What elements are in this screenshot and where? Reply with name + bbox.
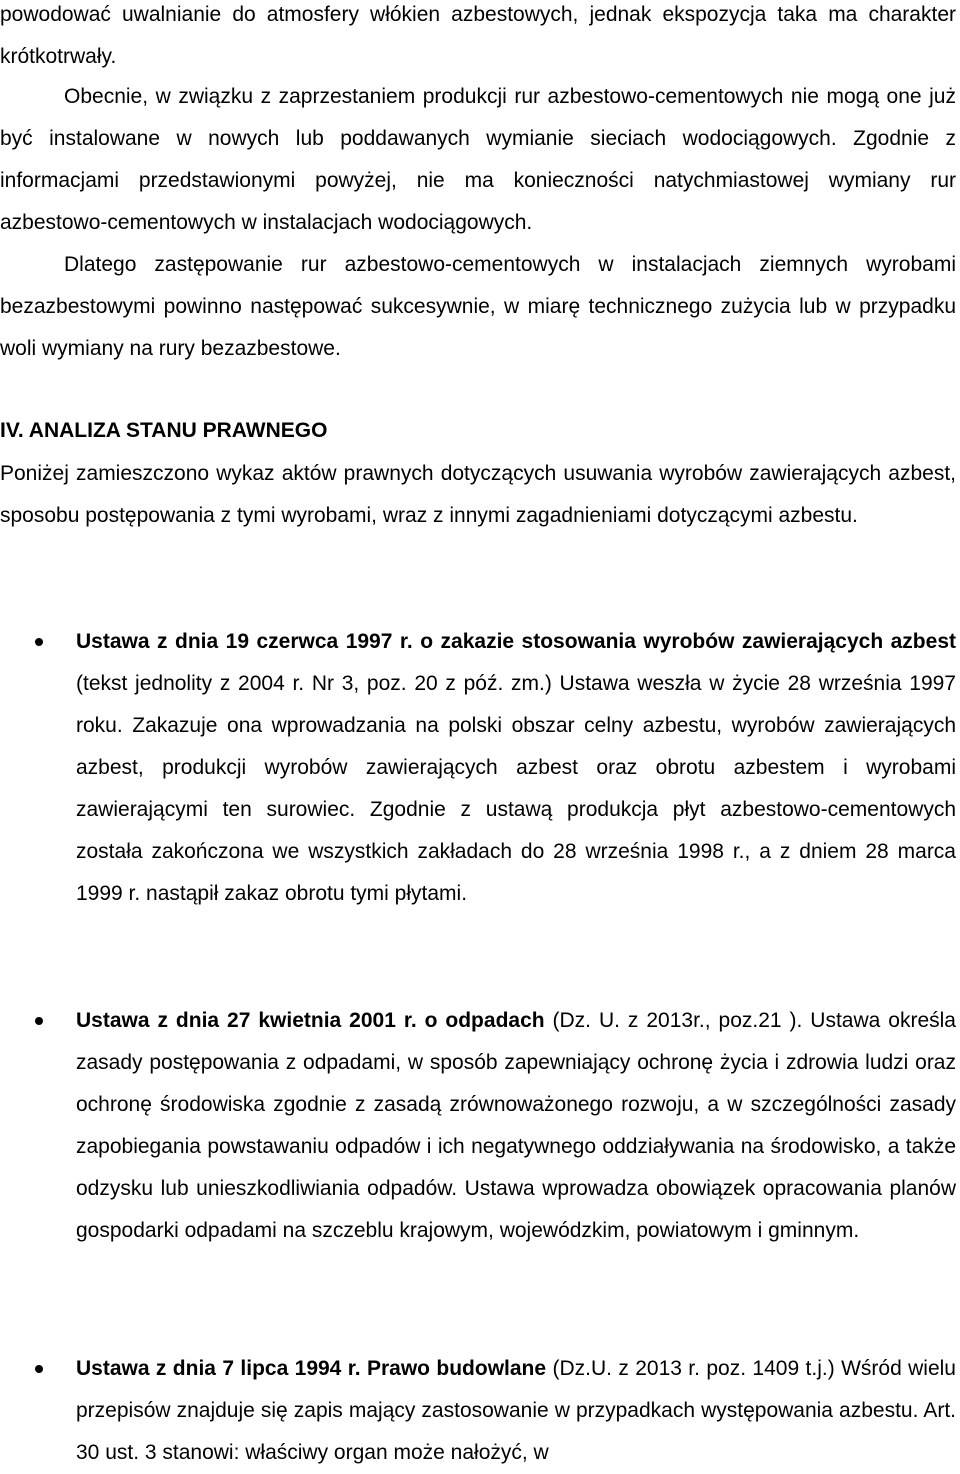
law-description: (tekst jednolity z 2004 r. Nr 3, poz. 20 z póź. zm.) Ustawa weszła w życie 28 września 1997 roku. Zakazuje ona wprowadzania na polski obszar celny azbestu, wyrobów zawierających azbest, produkcji wyrobów zawierających azbest oraz obrotu azbestem i wyrobami zawierającymi ten surowiec. Zgodnie z ustawą produkcja płyt azbestowo-cementowych została zakończona we wszystkich zakładach do 28 września 1998 r., a z dniem 28 marca 1999 r. nastąpił zakaz obrotu tymi płytami.: [76, 672, 956, 905]
law-description: (Dz. U. z 2013r., poz.21 ). Ustawa określa zasady postępowania z odpadami, w sposób zapewniający ochronę życia i zdrowia ludzi oraz ochronę środowiska zgodnie z zasadą zrównoważonego rozwoju, a w szczególności zasady zapobiegania powstawaniu odpadów i ich negatywnego oddziaływania na środowisko, a także odzysku lub unieszkodliwiania odpadów. Ustawa wprowadza obowiązek opracowania planów gospodarki odpadami na szczeblu krajowym, wojewódzkim, powiatowym i gminnym.: [76, 1009, 956, 1242]
section-heading: IV. ANALIZA STANU PRAWNEGO: [0, 419, 328, 442]
bullet-icon: [35, 638, 43, 646]
list-item-text: [76, 1000, 956, 1252]
list-item-text: [76, 621, 956, 915]
law-title: Ustawa z dnia 7 lipca 1994 r. Prawo budowlane: [76, 1357, 547, 1380]
section-intro: Poniżej zamieszczono wykaz aktów prawnych dotyczących usuwania wyrobów zawierających azbest, sposobu postępowania z tymi wyrobami, wraz z innymi zagadnieniami dotyczącymi azbestu.: [0, 462, 956, 527]
paragraph-pipes-replacement: Obecnie, w związku z zaprzestaniem produkcji rur azbestowo-cementowych nie mogą one już być instalowane w nowych lub poddawanych wymianie sieciach wodociągowych. Zgodnie z informacjami przedstawionymi powyżej, nie ma konieczności natychmiastowej wymiany rur azbestowo-cementowych w instalacjach wodociągowych.: [0, 85, 956, 234]
list-item-text: [76, 1348, 956, 1474]
law-description: (Dz.U. z 2013 r. poz. 1409 t.j.) Wśród wielu przepisów znajduje się zapis mający zastosowanie w przypadkach występowania azbestu. Art. 30 ust. 3 stanowi: właściwy organ może nałożyć, w: [76, 1357, 956, 1464]
law-title: Ustawa z dnia 27 kwietnia 2001 r. o odpadach: [76, 1009, 545, 1032]
law-title: Ustawa z dnia 19 czerwca 1997 r. o zakazie stosowania wyrobów zawierających azbest: [76, 630, 956, 653]
paragraph-continuation: powodować uwalnianie do atmosfery włókien azbestowych, jednak ekspozycja taka ma charakter krótkotrwały.: [0, 3, 956, 68]
bullet-icon: [35, 1365, 43, 1373]
bullet-icon: [35, 1017, 43, 1025]
paragraph-gradual-replacement: Dlatego zastępowanie rur azbestowo-cementowych w instalacjach ziemnych wyrobami bezazbestowymi powinno następować sukcesywnie, w miarę technicznego zużycia lub w przypadku woli wymiany na rury bezazbestowe.: [0, 253, 956, 360]
